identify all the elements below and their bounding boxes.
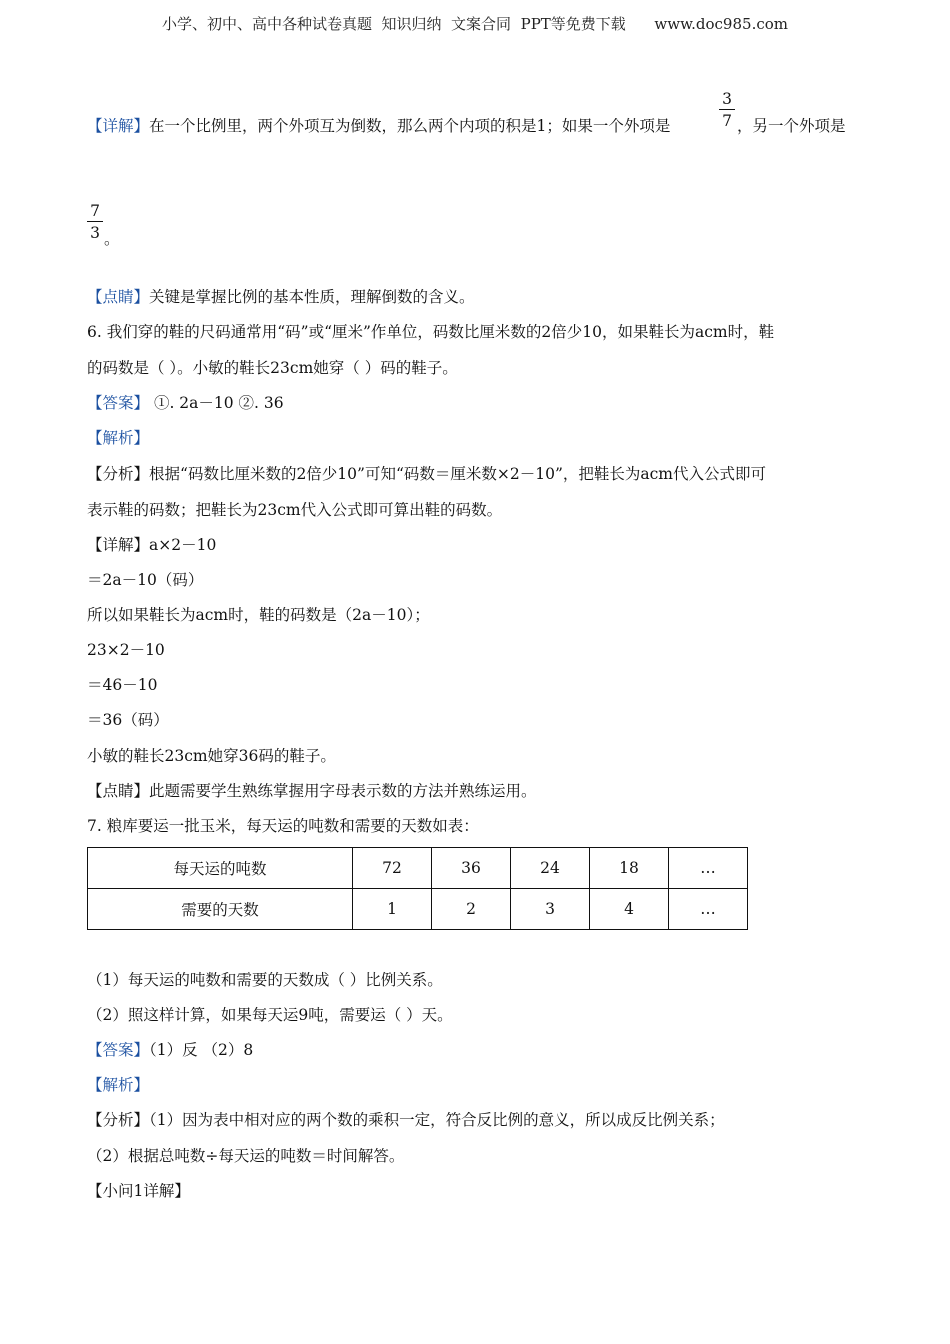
point-text: 此题需要学生熟练掌握用字母表示数的方法并熟练运用。 <box>149 782 537 800</box>
fenxi-text: 根据“码数比厘米数的2倍少10”可知“码数＝厘米数×2－10”，把鞋长为acm代入公式即可 <box>149 465 766 483</box>
q5-detail-line <box>87 116 670 136</box>
table-cell: … <box>669 848 748 889</box>
table-cell: 每天运的吨数 <box>88 848 353 889</box>
detail-tag: 【详解】 <box>87 536 150 554</box>
q7-sub1: （1）每天运的吨数和需要的天数成（ ）比例关系。 <box>87 971 443 989</box>
table-cell: 1 <box>353 889 432 930</box>
table-cell: 4 <box>590 889 669 930</box>
q7-sub-detail: 【小问1详解】 <box>87 1182 190 1200</box>
q6-fenxi-line <box>87 464 766 484</box>
q7-sub2: （2）照这样计算，如果每天运9吨，需要运（ ）天。 <box>87 1006 453 1024</box>
q7-answer-line <box>87 1040 253 1060</box>
detail-step: ＝2a－10（码） <box>87 571 204 589</box>
table-cell: 36 <box>432 848 511 889</box>
table-row <box>88 889 748 930</box>
fenxi-tag: 【分析】 <box>87 1111 150 1129</box>
fraction-bar <box>719 109 735 110</box>
point-text: 关键是掌握比例的基本性质，理解倒数的含义。 <box>149 288 475 306</box>
q5-point-line <box>87 287 475 307</box>
table-cell: 需要的天数 <box>88 889 353 930</box>
q6-question-line2: 的码数是（ ）。小敏的鞋长23cm她穿（ ）码的鞋子。 <box>87 359 458 377</box>
fenxi-tag: 【分析】 <box>87 465 150 483</box>
point-tag: 【点睛】 <box>87 782 150 800</box>
q6-point-line <box>87 781 537 801</box>
q7-fenxi-line <box>87 1110 725 1130</box>
fraction-3-7 <box>719 90 735 130</box>
table-row <box>88 848 748 889</box>
q7-fenxi-line2: （2）根据总吨数÷每天运的吨数＝时间解答。 <box>87 1147 405 1165</box>
answer-tag: 【答案】 <box>87 1041 150 1059</box>
detail-tag: 【详解】 <box>87 117 150 135</box>
table-cell: 3 <box>511 889 590 930</box>
page-header: 小学、初中、高中各种试卷真题 知识归纳 文案合同 PPT等免费下载 www.doc985.com <box>161 15 788 33</box>
answer-tag: 【答案】 <box>87 394 150 412</box>
q6-detail-line <box>87 535 216 555</box>
fenxi-text: （1）因为表中相对应的两个数的乘积一定，符合反比例的意义，所以成反比例关系； <box>149 1111 725 1129</box>
q6-analysis-tag: 【解析】 <box>87 429 150 447</box>
q6-answer-line <box>87 393 284 413</box>
detail-text-continued: ，另一个外项是 <box>737 117 846 135</box>
q7-title: 7. 粮库要运一批玉米，每天运的吨数和需要的天数如表： <box>87 817 479 835</box>
table-cell: … <box>669 889 748 930</box>
table-cell: 24 <box>511 848 590 889</box>
fraction-numerator: 3 <box>722 90 732 108</box>
fraction-bar <box>87 221 103 222</box>
table-cell: 72 <box>353 848 432 889</box>
fraction-7-3 <box>87 202 103 242</box>
table-cell: 2 <box>432 889 511 930</box>
table-cell: 18 <box>590 848 669 889</box>
q6-question-line1: 6. 我们穿的鞋的尺码通常用“码”或“厘米”作单位，码数比厘米数的2倍少10，如果鞋长为acm时，鞋 <box>87 323 775 341</box>
q7-table <box>87 847 748 930</box>
detail-step: 所以如果鞋长为acm时，鞋的码数是（2a－10）； <box>87 606 430 624</box>
fraction-denominator: 3 <box>90 224 100 242</box>
detail-step: ＝36（码） <box>87 711 169 729</box>
fraction-numerator: 7 <box>90 202 100 220</box>
answer-text: （1）反 （2）8 <box>149 1041 254 1059</box>
fraction-denominator: 7 <box>722 112 732 130</box>
detail-step: ＝46－10 <box>87 676 158 694</box>
detail-step: 小敏的鞋长23cm她穿36码的鞋子。 <box>87 747 336 765</box>
detail-end-mark: 。 <box>104 230 120 248</box>
point-tag: 【点睛】 <box>87 288 150 306</box>
q7-analysis-tag: 【解析】 <box>87 1076 150 1094</box>
q6-fenxi-line2: 表示鞋的码数；把鞋长为23cm代入公式即可算出鞋的码数。 <box>87 501 503 519</box>
detail-step: a×2－10 <box>149 536 217 554</box>
answer-text: ①. 2a－10 ②. 36 <box>149 394 284 412</box>
detail-step: 23×2－10 <box>87 641 165 659</box>
detail-text: 在一个比例里，两个外项互为倒数，那么两个内项的积是1；如果一个外项是 <box>149 117 671 135</box>
